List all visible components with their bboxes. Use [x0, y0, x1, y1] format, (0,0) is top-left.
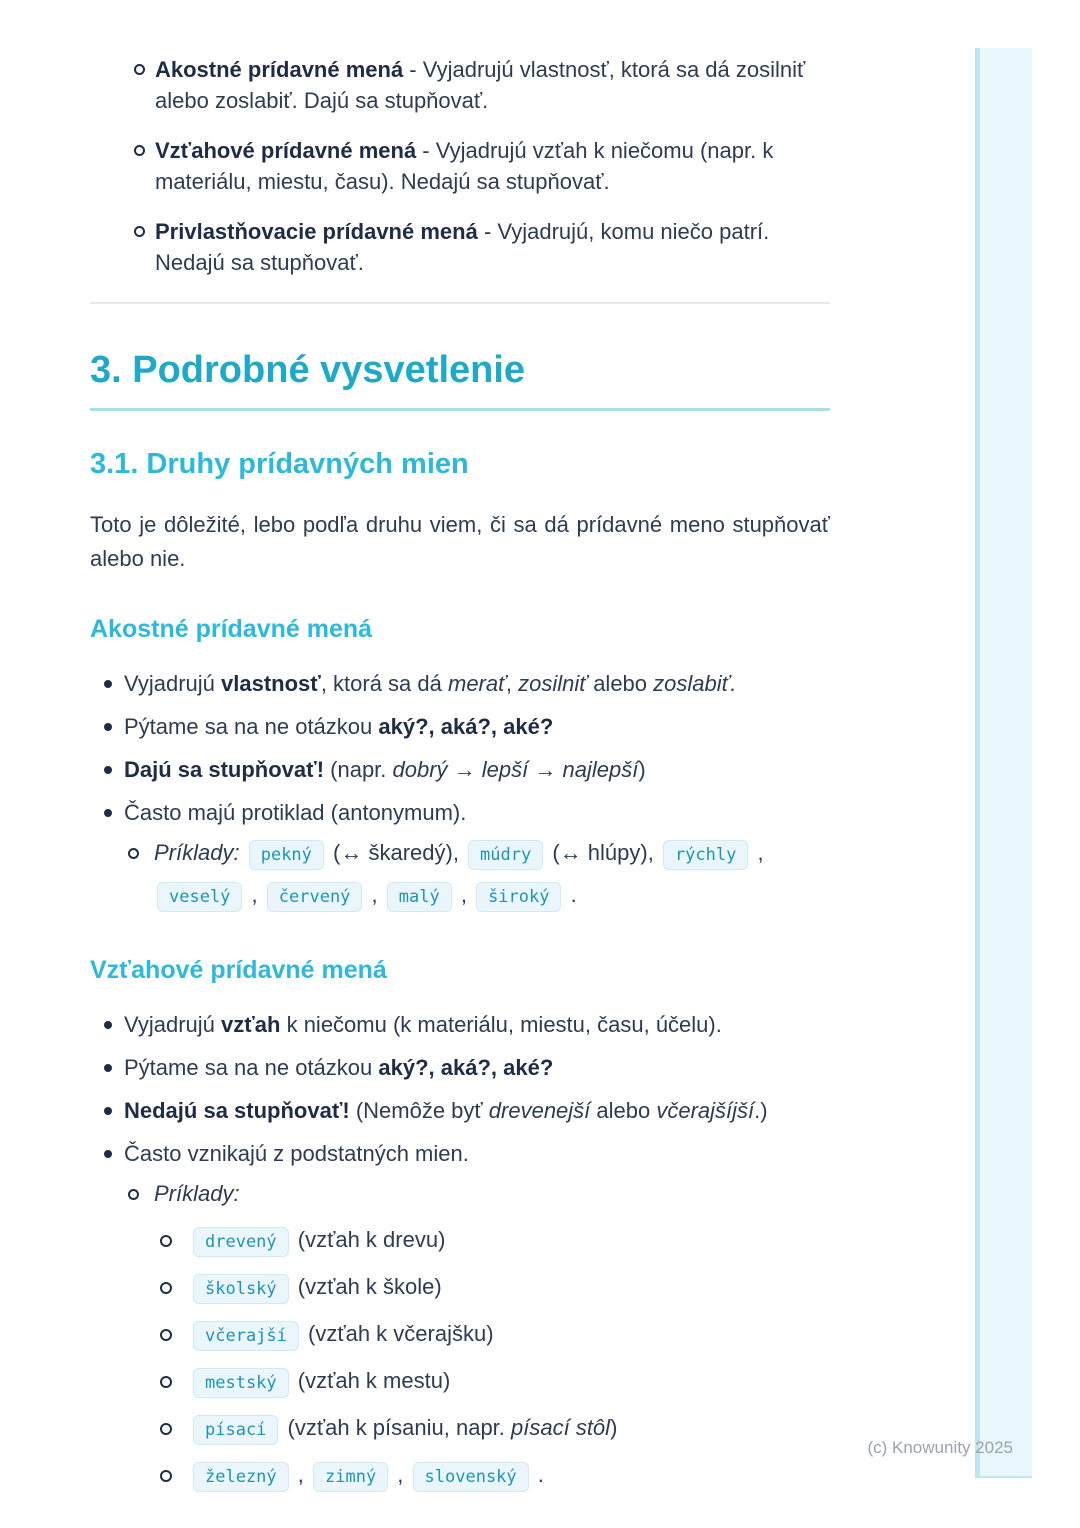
code-chip: rýchly: [663, 840, 748, 870]
list-item-text: Príklady: pekný (↔ škaredý), múdry (↔ hlúpy), rýchly , veselý , červený , malý , široký .: [154, 840, 764, 907]
document-content: [90, 0, 830, 1506]
list-item: [90, 1094, 830, 1128]
copyright-notice: (c) Knowunity 2025: [867, 1438, 1013, 1457]
examples-label-item: [124, 1174, 830, 1214]
list-item: [90, 216, 830, 278]
list-item: [90, 1008, 830, 1042]
adjective-types-summary-list: [90, 54, 830, 278]
list-item-text: Vyjadrujú vzťah k niečomu (k materiálu, miestu, času, účelu).: [124, 1012, 722, 1037]
example-item: [124, 1314, 830, 1356]
akostne-list: [90, 667, 830, 917]
akostne-examples-list: [124, 833, 830, 917]
list-item-text: Privlastňovacie prídavné mená - Vyjadrujú, komu niečo patrí. Nedajú sa stupňovať.: [155, 219, 770, 275]
list-item-text: školský (vzťah k škole): [190, 1274, 442, 1299]
list-item: [90, 710, 830, 744]
akostne-heading: Akostné prídavné mená: [90, 615, 373, 643]
subsection-heading: 3.1. Druhy prídavných mien: [90, 448, 469, 480]
examples-item: [124, 833, 830, 917]
code-chip: slovenský: [413, 1462, 529, 1492]
section-divider: [90, 302, 830, 304]
list-item-text: Často majú protiklad (antonymum).: [124, 800, 467, 825]
code-chip: drevený: [193, 1227, 289, 1257]
code-chip: veselý: [157, 882, 242, 912]
list-item-text: včerajší (vzťah k včerajšku): [190, 1321, 494, 1346]
list-item-text: Často vznikajú z podstatných mien.: [124, 1141, 469, 1166]
code-chip: mestský: [193, 1368, 289, 1398]
list-item-text: Dajú sa stupňovať! (napr. dobrý → lepší → najlepší): [124, 757, 646, 782]
list-item-text: Pýtame sa na ne otázkou aký?, aká?, aké?: [124, 1055, 554, 1080]
code-chip: zimný: [313, 1462, 388, 1492]
vztahove-examples-label: [124, 1174, 830, 1214]
code-chip: včerajší: [193, 1321, 299, 1351]
section-heading: 3. Podrobné vysvetlenie: [90, 348, 830, 411]
code-chip: písací: [193, 1415, 278, 1445]
vztahove-heading: Vzťahové prídavné mená: [90, 956, 387, 984]
code-chip: malý: [387, 882, 452, 912]
list-item-text: písací (vzťah k písaniu, napr. písací stôl): [190, 1415, 617, 1440]
list-item: [90, 1051, 830, 1085]
example-item: [124, 1220, 830, 1262]
list-item-text: mestský (vzťah k mestu): [190, 1368, 450, 1393]
example-item: [124, 1455, 830, 1497]
list-item: [90, 796, 830, 917]
list-item-text: Nedajú sa stupňovať! (Nemôže byť drevenejší alebo včerajšíjší.): [124, 1098, 768, 1123]
list-item-text: Pýtame sa na ne otázkou aký?, aká?, aké?: [124, 714, 554, 739]
code-chip: školský: [193, 1274, 289, 1304]
example-item: [124, 1267, 830, 1309]
list-item-text: Vyjadrujú vlastnosť, ktorá sa dá merať, zosilniť alebo zoslabiť.: [124, 671, 736, 696]
list-item: [90, 135, 830, 197]
vztahove-list: [90, 1008, 830, 1497]
list-item-text: Akostné prídavné mená - Vyjadrujú vlastnosť, ktorá sa dá zosilniť alebo zoslabiť. Dajú sa stupňovať.: [155, 57, 806, 113]
list-item: [90, 667, 830, 701]
page-accent-band: [975, 48, 1032, 1478]
list-item-text: Príklady:: [154, 1181, 240, 1206]
code-chip: červený: [267, 882, 363, 912]
code-chip: široký: [476, 882, 561, 912]
list-item-text: Vzťahové prídavné mená - Vyjadrujú vzťah k niečomu (napr. k materiálu, miestu, času). Nedajú sa stupňovať.: [155, 138, 774, 194]
list-item-text: drevený (vzťah k drevu): [190, 1227, 445, 1252]
example-item: [124, 1361, 830, 1403]
list-item-text: železný , zimný , slovenský .: [190, 1462, 544, 1487]
code-chip: pekný: [249, 840, 324, 870]
code-chip: múdry: [468, 840, 543, 870]
list-item: [90, 54, 830, 116]
list-item: [90, 753, 830, 787]
code-chip: železný: [193, 1462, 289, 1492]
intro-paragraph: Toto je dôležité, lebo podľa druhu viem, či sa dá prídavné meno stupňovať alebo nie.: [90, 512, 830, 571]
